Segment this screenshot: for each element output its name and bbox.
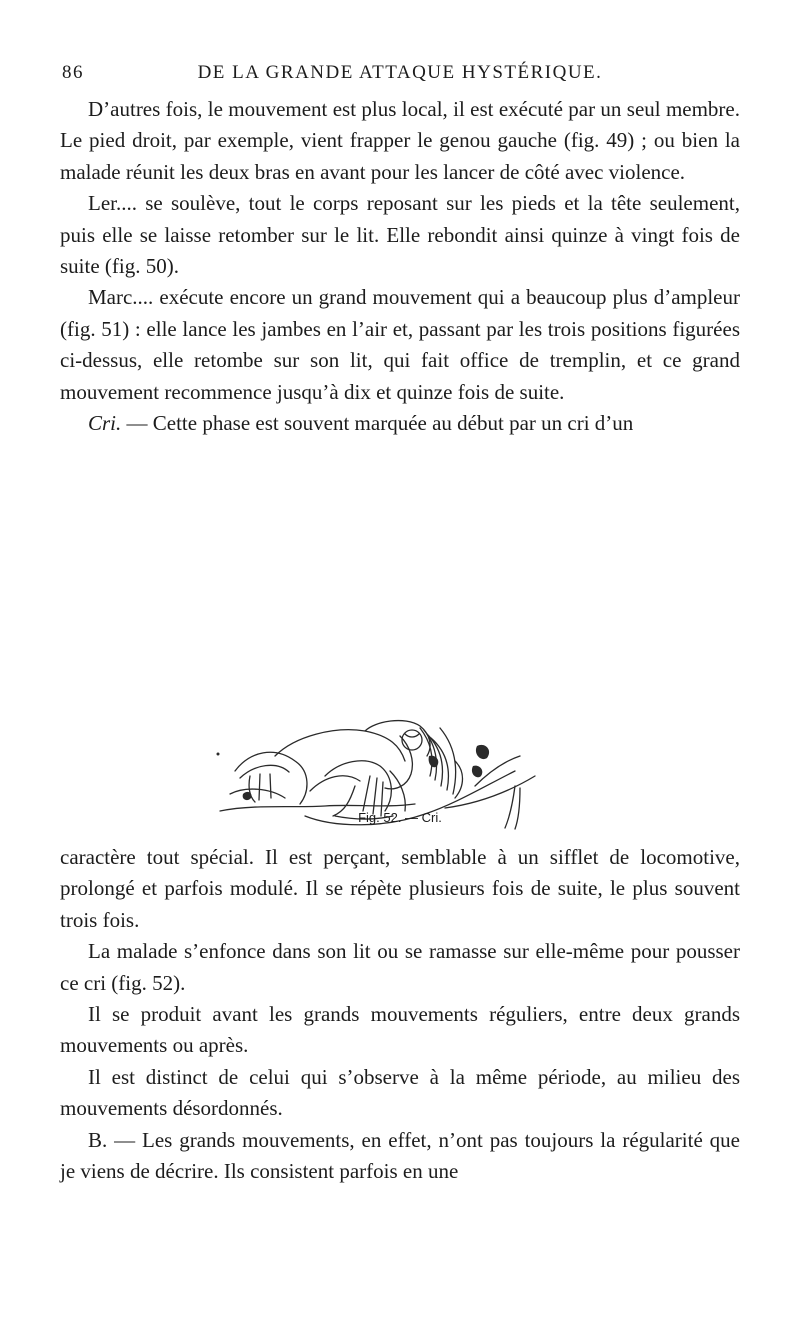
paragraph: D’autres fois, le mouvement est plus local, il est exécuté par un seul membre. Le pied droit, par exemple, vient frapper le genou gauche (fig. 49) ; ou bien la malade réunit les deux bras en avant pour les lancer de côté avec violence. — [60, 97, 740, 184]
paragraph-cri — [60, 408, 740, 439]
running-title: DE LA GRANDE ATTAQUE HYSTÉRIQUE. — [197, 62, 603, 83]
text-block-bottom — [60, 842, 740, 1187]
paragraph: Ler.... se soulève, tout le corps reposant sur les pieds et la tête seulement, puis elle se laisse retomber sur le lit. Elle rebondit ainsi quinze à vingt fois de suite (fig. 50). — [60, 191, 740, 279]
page-number: 86 — [62, 62, 84, 83]
paragraph: B. — Les grands mouvements, en effet, n’ont pas toujours la régularité que je viens de décrire. Ils consistent parfois en une — [60, 1127, 740, 1184]
text-block-top — [60, 94, 740, 439]
paragraph: La malade s’enfonce dans son lit ou se ramasse sur elle-même pour pousser ce cri (fig. 52). — [60, 939, 740, 995]
paragraph: Marc.... exécute encore un grand mouvement qui a beaucoup plus d’ampleur (fig. 51) : elle lance les jambes en l’air et, passant par les trois positions figurées ci-dessus, elle retombe sur son lit, qui fait office de tremplin, et ce grand mouvement recommence jusqu’à dix et quinze fois de suite. — [60, 285, 740, 404]
paragraph-text: — Cette phase est souvent marquée au début par un cri d’un — [121, 411, 634, 436]
paragraph: caractère tout spécial. Il est perçant, semblable à un sifflet de locomotive, prolongé et parfois modulé. Il se répète plusieurs fois de suite, le plus souvent trois fois. — [60, 845, 740, 932]
paragraph: Il se produit avant les grands mouvements réguliers, entre deux grands mouvements ou après. — [60, 1002, 740, 1058]
paragraph: Il est distinct de celui qui s’observe à la même période, au milieu des mouvements désordonnés. — [60, 1064, 740, 1121]
figure-caption: Fig. 52. — Cri. — [358, 810, 442, 825]
paragraph-lead-label: Cri. — [88, 411, 122, 436]
